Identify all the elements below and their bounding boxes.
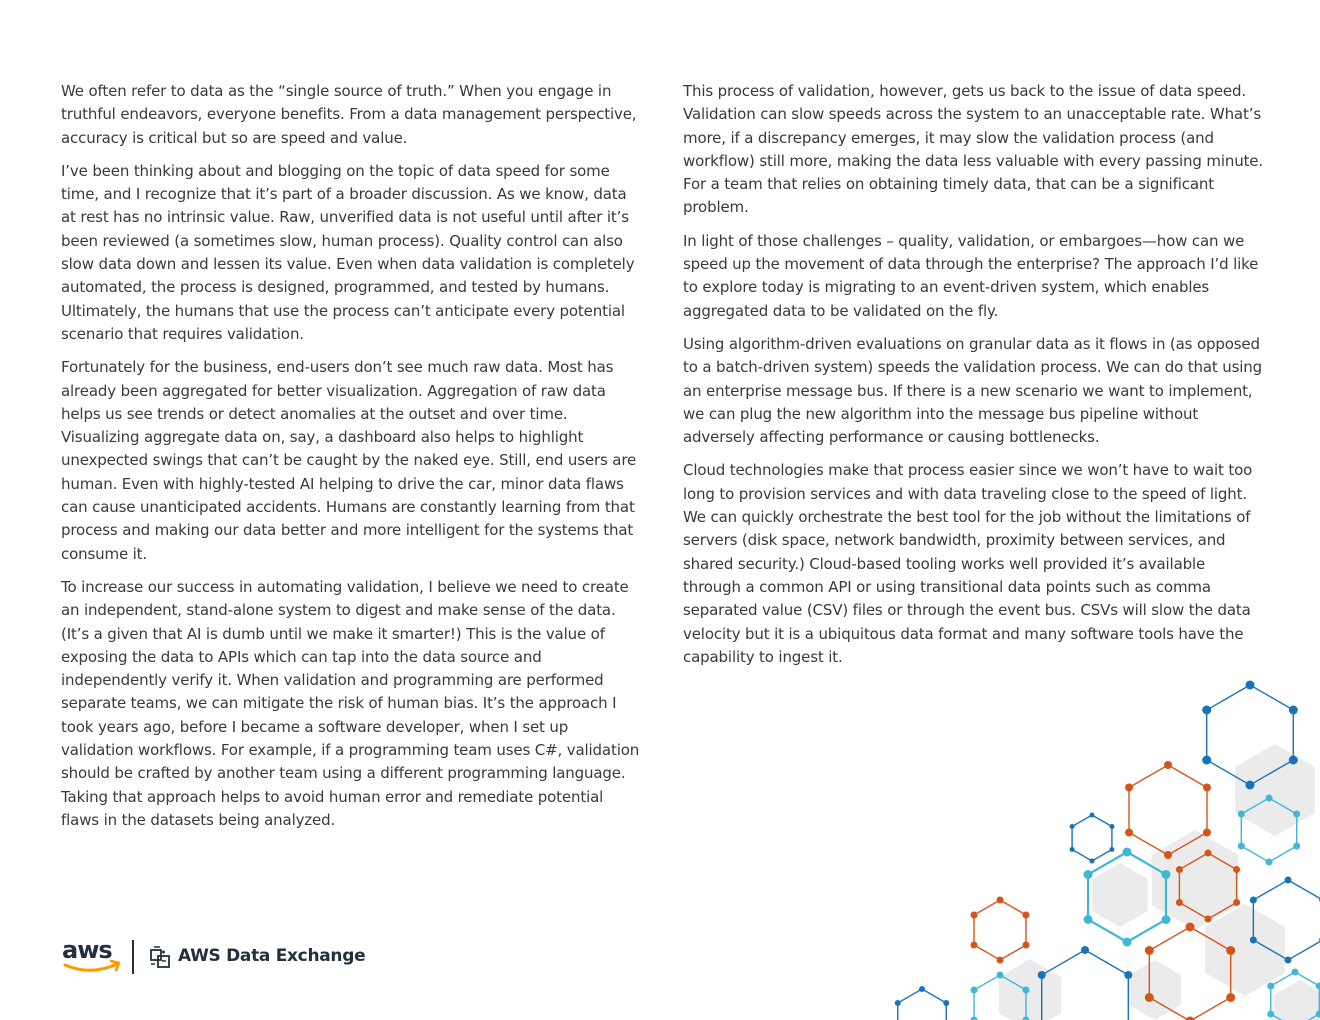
hexagon-node [1246, 781, 1255, 790]
hexagon-node [1161, 870, 1170, 879]
hexagon-node [1266, 859, 1273, 866]
hexagon-node [1125, 829, 1133, 837]
hexagon-node [1293, 811, 1300, 818]
hexagon-shape [1152, 830, 1239, 930]
hexagon-node [971, 912, 978, 919]
hexagon-shape [1092, 863, 1147, 927]
paragraph: We often refer to data as the “single source of truth.” When you engage in truthful endeavors, everyone benefits. From a data management perspective, accuracy is critical but so are speed and value. [61, 82, 637, 147]
hexagon-node [1285, 957, 1292, 964]
hexagon-node [1081, 946, 1089, 954]
hexagon-node [1289, 706, 1298, 715]
hexagon-node [943, 1000, 949, 1006]
hexagon-node [1202, 706, 1211, 715]
hexagon-node [1267, 983, 1274, 990]
paragraph: This process of validation, however, gets us back to the issue of data speed. Validation can slow speeds across the system to an unacceptable rate. What’s more, if a discrepancy emerges, it may slow the validation process (and workflow) still more, making the data less valuable with every passing minute. For a team that relies on obtaining timely data, that can be a significant problem. [683, 82, 1263, 217]
hexagon-node [1038, 971, 1046, 979]
left-text-column [61, 80, 641, 842]
hexagon-shape [1274, 980, 1320, 1020]
hexagon-node [997, 897, 1004, 904]
hexagon-shape [898, 989, 946, 1020]
hexagon-node [1226, 993, 1235, 1002]
hexagon-node [1266, 795, 1273, 802]
hexagon-node [1109, 824, 1114, 829]
hexagon-node [1123, 848, 1132, 857]
hexagon-shape [1072, 815, 1112, 861]
hexagon-node [1267, 1011, 1274, 1018]
hexagon-node [1202, 756, 1211, 765]
hexagon-node [1238, 843, 1245, 850]
product-name: AWS Data Exchange [178, 946, 366, 966]
hexagon-node [1186, 923, 1195, 932]
hexagon-node [1070, 847, 1075, 852]
hexagon-node [1246, 681, 1255, 690]
paragraph: Fortunately for the business, end-users don’t see much raw data. Most has already been aggregated for better visualization. Aggregation of raw data helps us see trends or detect anomalies at the outset and over time. Visualizing aggregate data on, say, a dashboard also helps to highlight unexpected swings that can’t be caught by the naked eye. Still, end users are human. Even with highly-tested AI helping to drive the car, minor data flaws can cause unanticipated accidents. Humans are constantly learning from that process and making our data better and more intelligent for the systems that consume it. [61, 358, 637, 563]
hexagon-node [1293, 843, 1300, 850]
hexagon-node [1145, 993, 1154, 1002]
hexagon-node [1205, 916, 1212, 923]
hexagon-node [1285, 877, 1292, 884]
hexagon-node [1161, 915, 1170, 924]
aws-data-exchange-icon [149, 946, 173, 970]
hexagon-node [1250, 937, 1257, 944]
hexagon-shape [1235, 744, 1315, 836]
hexagon-shape [974, 900, 1026, 960]
hexagon-node [1176, 866, 1183, 873]
right-text-column [683, 80, 1263, 679]
hexagon-shape [1205, 904, 1285, 996]
hexagon-node [1289, 756, 1298, 765]
hexagon-node [1084, 870, 1093, 879]
hexagon-shape [999, 959, 1061, 1020]
hexagon-node [1123, 938, 1132, 947]
paragraph: In light of those challenges – quality, validation, or embargoes—how can we speed up the movement of data through the enterprise? The approach I’d like to explore today is migrating to an event-driven system, which enables aggregated data to be validated on the fly. [683, 231, 1259, 320]
hexagon-node [919, 986, 925, 992]
hexagon-node [1250, 897, 1257, 904]
hexagon-network-decoration [880, 680, 1320, 1020]
hexagon-node [1233, 866, 1240, 873]
aws-logo-text: aws [62, 936, 112, 964]
logo-divider [132, 940, 134, 974]
hexagon-node [1176, 899, 1183, 906]
hexagon-node [1238, 811, 1245, 818]
hexagon-node [1233, 899, 1240, 906]
paragraph: Using algorithm-driven evaluations on granular data as it flows in (as opposed to a batch-driven system) speeds the validation process. We can do that using an enterprise message bus. If there is a new scenario we want to implement, we can plug the new algorithm into the message bus pipeline without adversely affecting performance or causing bottlenecks. [683, 334, 1263, 447]
hexagon-node [971, 1017, 978, 1020]
hexagon-node [895, 1000, 901, 1006]
hexagon-node [1205, 850, 1212, 857]
hexagon-node [971, 942, 978, 949]
hexagon-node [1145, 946, 1154, 955]
footer-logo [61, 936, 366, 982]
hexagon-node [1109, 847, 1114, 852]
hexagon-node [971, 987, 978, 994]
hexagon-node [1022, 942, 1029, 949]
hexagon-node [1090, 813, 1095, 818]
hexagon-node [1292, 969, 1299, 976]
hexagon-node [1125, 784, 1133, 792]
aws-logo [61, 936, 123, 978]
hexagon-node [1203, 829, 1211, 837]
hexagon-node [1203, 784, 1211, 792]
hexagon-node [997, 957, 1004, 964]
hexagon-node [1164, 761, 1172, 769]
paragraph: To increase our success in automating validation, I believe we need to create an independent, stand-alone system to digest and make sense of the data. (It’s a given that AI is dumb until we make it smarter!) This is the value of exposing the data to APIs which can tap into the data source and independently verify it. When validation and programming are performed separate teams, we can mitigate the risk of human bias. It’s the approach I took years ago, before I became a software developer, when I set up validation workflows. For example, if a programming team uses C#, validation should be crafted by another team using a different programming language. Taking that approach helps to avoid human error and remediate potential flaws in the datasets being analyzed. [61, 577, 640, 829]
hexagon-node [1022, 987, 1029, 994]
hexagon-node [1164, 851, 1172, 859]
hexagon-node [1084, 915, 1093, 924]
paragraph: I’ve been thinking about and blogging on the topic of data speed for some time, and I recognize that it’s part of a broader discussion. As we know, data at rest has no intrinsic value. Raw, unverified data is not useful until after it’s been reviewed (a sometimes slow, human process). Quality control can also slow data down and lessen its value. Even when data validation is completely automated, the process is designed, programmed, and tested by humans. Ultimately, the humans that use the process can’t anticipate every potential scenario that requires validation. [61, 161, 635, 343]
hexagon-node [997, 972, 1004, 979]
hexagon-node [1090, 859, 1095, 864]
hexagon-node [1022, 912, 1029, 919]
hexagon-node [1070, 824, 1075, 829]
hexagon-node [1226, 946, 1235, 955]
paragraph: Cloud technologies make that process easier since we won’t have to wait too long to provision services and with data traveling close to the speed of light. We can quickly orchestrate the best tool for the job without the limitations of servers (disk space, network bandwidth, proximity between services, and shared security.) Cloud-based tooling works well provided it’s available through a common API or using transitional data points such as comma separated value (CSV) files or through the event bus. CSVs will slow the data velocity but it is a ubiquitous data format and many software tools have the capability to ingest it. [683, 461, 1253, 666]
hexagon-node [1186, 1017, 1195, 1020]
hexagon-node [1124, 971, 1132, 979]
